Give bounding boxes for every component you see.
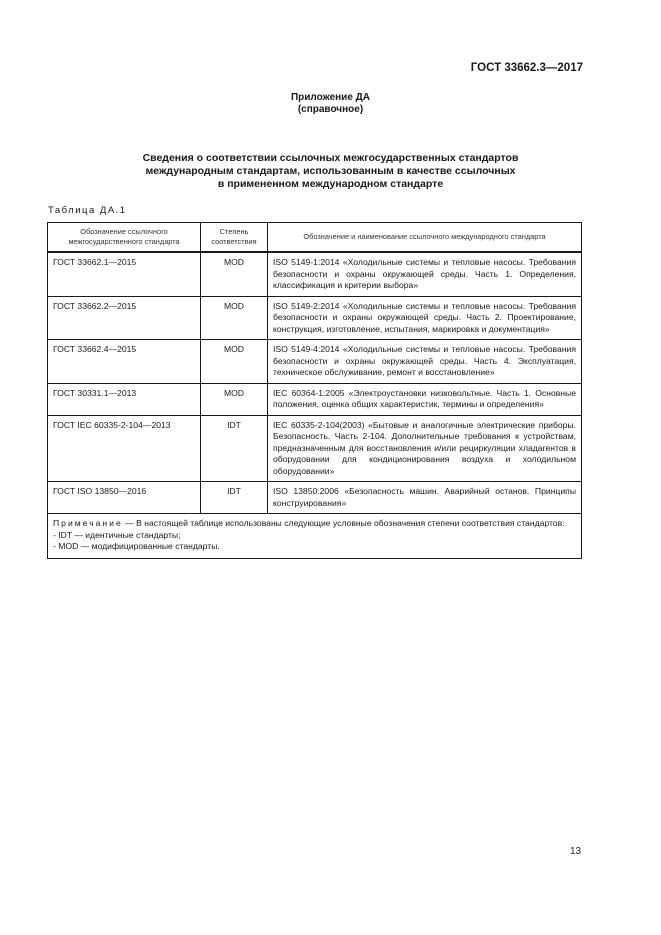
cell-intl: ISO 5149-2:2014 «Холодильные системы и тепловые насосы. Требования безопасности и охраны окружающей среды. Часть 2. Проектирование, конструкция, изготовление, испытания, маркировка и документация» bbox=[268, 296, 582, 340]
table-note-row bbox=[48, 514, 582, 559]
cell-std: ГОСТ 33662.1—2015 bbox=[48, 252, 201, 296]
annex-block bbox=[0, 92, 661, 116]
table-caption: Таблица ДА.1 bbox=[48, 205, 127, 216]
note-text: — В настоящей таблице использованы следующие условные обозначения степени соответствия стандартов: bbox=[122, 518, 565, 528]
cell-intl: ISO 5149-4:2014 «Холодильные системы и тепловые насосы. Требования безопасности и охраны окружающей среды. Часть 4. Эксплуатация, техническое обслуживание, ремонт и восстановление» bbox=[268, 340, 582, 384]
table-row bbox=[48, 383, 582, 415]
cell-std: ГОСТ 30331.1—2013 bbox=[48, 383, 201, 415]
cell-std: ГОСТ 33662.2—2015 bbox=[48, 296, 201, 340]
cell-degree: MOD bbox=[201, 340, 268, 384]
cell-intl: IEC 60335-2-104(2003) «Бытовые и аналогичные электрические приборы. Безопасность. Часть 2-104. Дополнительные требования к устройствам, предназначенным для восстановления и/или рециркуляции хладагентов в оборудовании для кондиционирования воздуха и холодильном оборудовании» bbox=[268, 415, 582, 482]
heading-line-1: Сведения о соответствии ссылочных межгосударственных стандартов bbox=[142, 152, 519, 164]
table-note bbox=[48, 514, 582, 559]
cell-std: ГОСТ ISO 13850—2016 bbox=[48, 482, 201, 514]
table-header-row bbox=[48, 223, 582, 253]
table-row bbox=[48, 296, 582, 340]
note-item-idt: - IDT — идентичные стандарты; bbox=[53, 529, 181, 540]
table-row bbox=[48, 340, 582, 384]
cell-degree: MOD bbox=[201, 296, 268, 340]
table-row bbox=[48, 482, 582, 514]
annex-subtitle: (справочное) bbox=[297, 104, 364, 115]
table-row bbox=[48, 252, 582, 296]
annex-title: Приложение ДА bbox=[290, 92, 371, 103]
header-std: Обозначение ссылочного межгосударственного стандарта bbox=[48, 223, 201, 253]
page-number: 13 bbox=[570, 846, 582, 857]
heading-line-2: международным стандартам, использованным в качестве ссылочных bbox=[145, 165, 516, 177]
cell-intl: ISO 13850:2006 «Безопасность машин. Аварийный останов. Принципы конструирования» bbox=[268, 482, 582, 514]
cell-std: ГОСТ 33662.4—2015 bbox=[48, 340, 201, 384]
correspondence-table bbox=[47, 222, 582, 559]
cell-degree: IDT bbox=[201, 482, 268, 514]
cell-degree: MOD bbox=[201, 252, 268, 296]
cell-degree: IDT bbox=[201, 415, 268, 482]
cell-intl: IEC 60364-1:2005 «Электроустановки низковольтные. Часть 1. Основные положения, оценка общих характеристик, термины и определения» bbox=[268, 383, 582, 415]
cell-std: ГОСТ IEC 60335-2-104—2013 bbox=[48, 415, 201, 482]
header-intl: Обозначение и наименование ссылочного международного стандарта bbox=[268, 223, 582, 253]
document-code: ГОСТ 33662.3—2017 bbox=[470, 62, 583, 74]
heading-line-3: в примененном международном стандарте bbox=[217, 178, 444, 190]
header-degree: Степень соответствия bbox=[201, 223, 268, 253]
cell-degree: MOD bbox=[201, 383, 268, 415]
cell-intl: ISO 5149-1:2014 «Холодильные системы и тепловые насосы. Требования безопасности и охраны окружающей среды. Часть 1. Определения, классификация и критерии выбора» bbox=[268, 252, 582, 296]
note-item-mod: - MOD — модифицированные стандарты. bbox=[53, 541, 220, 551]
note-label: Примечание bbox=[53, 518, 123, 528]
section-heading bbox=[60, 152, 601, 191]
table-row bbox=[48, 415, 582, 482]
